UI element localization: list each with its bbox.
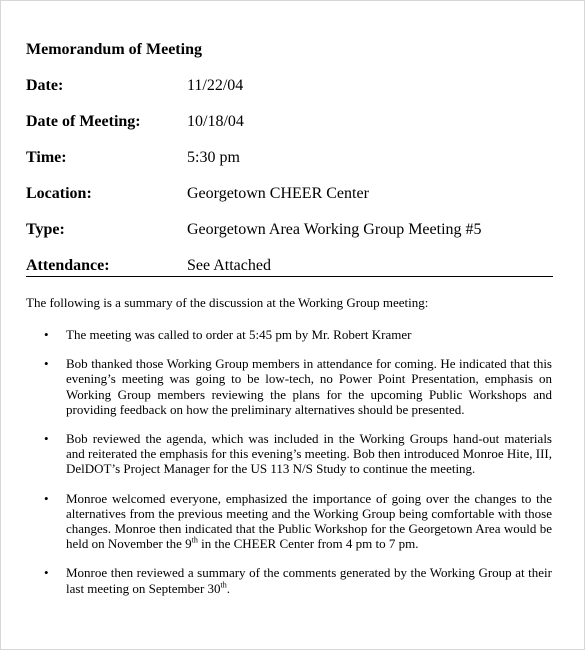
field-label-location: Location: bbox=[26, 185, 92, 202]
field-value-type: Georgetown Area Working Group Meeting #5 bbox=[187, 221, 482, 238]
field-label-date-of-meeting: Date of Meeting: bbox=[26, 113, 141, 130]
list-item-text bbox=[66, 491, 552, 552]
list-item-text-start: Monroe then reviewed a summary of the comments generated by the Working Group at their last meeting on September 30 bbox=[66, 565, 552, 596]
memo-title: Memorandum of Meeting bbox=[26, 41, 202, 58]
field-value-attendance: See Attached bbox=[187, 257, 271, 274]
bullet-icon: • bbox=[44, 356, 49, 372]
list-item-text-end: . bbox=[226, 580, 231, 596]
list-item bbox=[26, 431, 552, 477]
bullet-icon: • bbox=[44, 490, 49, 506]
field-row-date bbox=[26, 77, 556, 99]
list-item bbox=[26, 327, 552, 342]
list-item-text bbox=[66, 565, 552, 595]
field-row-time bbox=[26, 149, 556, 171]
list-item-text: Bob thanked those Working Group members in attendance for coming. He indicated that this evening’s meeting was going to be low-tech, no Power Point Presentation, emphasis on Working Group members reviewing the plans for the upcoming Public Workshops and providing feedback on how the preliminary alternatives should be presented. bbox=[66, 356, 552, 417]
field-label-time: Time: bbox=[26, 149, 67, 166]
list-item-text-start: Monroe welcomed everyone, emphasized the importance of going over the changes to the alternatives from the previous meeting and the Working Group being comfortable with those changes. Monroe then indicated that the Public Workshop for the Georgetown Area would be held on November the 9 bbox=[66, 490, 552, 552]
field-label-type: Type: bbox=[26, 221, 65, 238]
summary-list bbox=[26, 327, 552, 610]
bullet-icon: • bbox=[44, 431, 49, 447]
list-item bbox=[26, 565, 552, 595]
bullet-icon: • bbox=[44, 565, 49, 581]
list-item-text: Bob reviewed the agenda, which was included in the Working Groups hand-out materials and reiterated the emphasis for this evening’s meeting. Bob then introduced Monroe Hite, III, DelDOT’s Project Manager for the US 113 N/S Study to continue the meeting. bbox=[66, 431, 552, 477]
list-item bbox=[26, 491, 552, 552]
list-item-text: The meeting was called to order at 5:45 pm by Mr. Robert Kramer bbox=[66, 327, 412, 342]
ordinal-suffix: th bbox=[191, 535, 198, 545]
list-item bbox=[26, 356, 552, 417]
field-value-time: 5:30 pm bbox=[187, 149, 240, 166]
field-row-location bbox=[26, 185, 556, 207]
field-label-attendance: Attendance: bbox=[26, 257, 110, 274]
field-value-location: Georgetown CHEER Center bbox=[187, 185, 369, 202]
summary-intro: The following is a summary of the discussion at the Working Group meeting: bbox=[26, 295, 429, 310]
ordinal-suffix: th bbox=[220, 580, 227, 590]
field-value-date-of-meeting: 10/18/04 bbox=[187, 113, 244, 130]
field-row-type bbox=[26, 221, 556, 243]
bullet-icon: • bbox=[44, 327, 49, 342]
header-divider bbox=[26, 276, 553, 277]
list-item-text-end: in the CHEER Center from 4 pm to 7 pm. bbox=[197, 536, 419, 552]
field-label-date: Date: bbox=[26, 77, 64, 94]
field-row-date-of-meeting bbox=[26, 113, 556, 135]
field-value-date: 11/22/04 bbox=[187, 77, 244, 94]
